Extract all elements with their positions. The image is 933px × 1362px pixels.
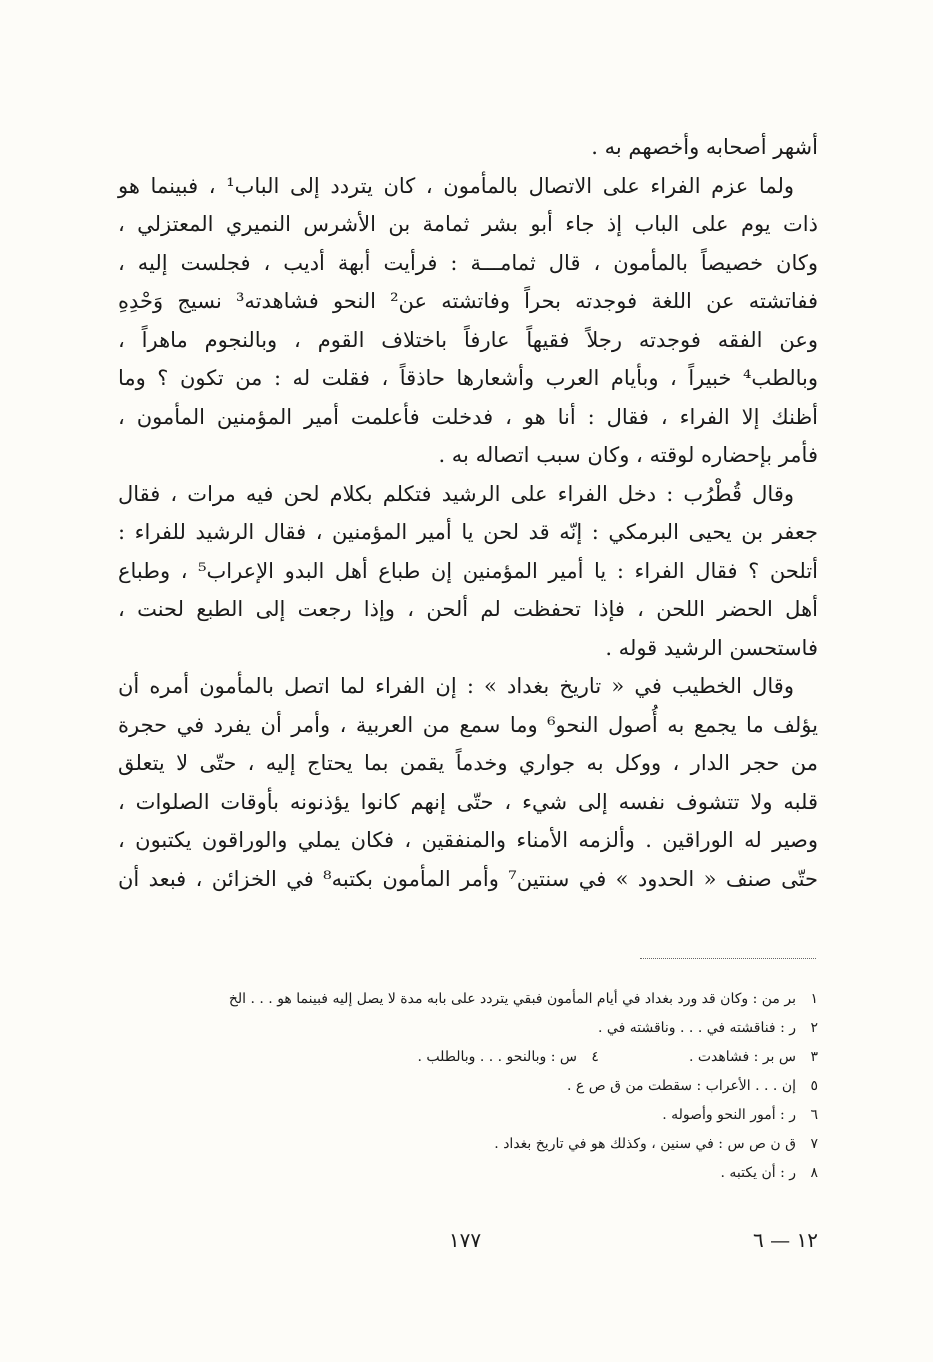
- text-line: ولما عزم الفراء على الاتصال بالمأمون ، كان يتردد إلى الباب¹ ، فبينما هو: [118, 173, 794, 198]
- text-line: وبالطب⁴ خبيراً ، وبأيام العرب وأشعارها حاذقاً ، فقلت له : من تكون ؟ وما: [118, 366, 818, 390]
- text-line: يؤلف ما يجمع به أُصول النحو⁶ وما سمع من العربية ، وأمر أن يفرد في حجرة: [118, 712, 819, 737]
- text-line: وعن الفقه فوجدته رجلاً فقيهاً عارفاً باختلاف القوم ، وبالنجوم ماهراً ،: [118, 327, 818, 352]
- text-line: أشهر أصحابه وأخصهم به .: [591, 135, 818, 159]
- text-line: أتلحن ؟ فقال الفراء : يا أمير المؤمنين إن طباع أهل البدو الإعراب⁵ ، وطباع: [118, 558, 818, 583]
- footnotes: [118, 985, 818, 1188]
- footnote: ٦ر : أمور النحو وأصوله .: [662, 1107, 818, 1123]
- text-line: قلبه ولا تتشوف نفسه إلى شيء ، حتّى إنهم كانوا يؤذنونه بأوقات الصلوات ،: [118, 789, 818, 814]
- footnote: ٥إن . . . الأعراب : سقطت من ق ص ع .: [566, 1078, 818, 1094]
- text-line: وكان خصيصاً بالمأمون ، قال ثمامـــة : فرأيت أبهة أديب ، فجلست إليه ،: [118, 250, 818, 275]
- text-line: ففاتشته عن اللغة فوجدته بحراً وفاتشته عن² النحو فشاهدته³ نسيج وَحْدِهِ: [118, 289, 818, 313]
- page-number: ١٧٧: [448, 1228, 482, 1252]
- main-text: [118, 128, 818, 898]
- text-line: من حجر الدار ، ووكل به جواري وخدماً يقمن بما يحتاج إليه ، حتّى لا يتعلق: [118, 751, 818, 775]
- footnote-separator: [640, 958, 816, 959]
- text-line: وصير له الوراقين . وألزمه الأمناء والمنفقين ، فكان يملي والوراقون يكتبون ،: [118, 828, 818, 852]
- footnote: ٧ق ن ص س : في سنين ، وكذلك هو في تاريخ بغداد .: [494, 1136, 818, 1152]
- text-line: أهل الحضر اللحن ، فإذا تحفظت لم ألحن ، وإذا رجعت إلى الطبع لحنت ،: [118, 597, 818, 621]
- text-line: جعفر بن يحيى البرمكي : إنّه قد لحن يا أمير المؤمنين ، فقال الرشيد للفراء :: [118, 520, 818, 544]
- text-line: فأمر بإحضاره لوقته ، وكان سبب اتصاله به .: [438, 443, 818, 467]
- footnote: ٨ر : أن يكتبه .: [720, 1165, 818, 1181]
- text-line: حتّى صنف « الحدود » في سنتين⁷ وأمر المأمون بكتبه⁸ في الخزائن ، فبعد أن: [118, 866, 818, 891]
- text-line: وقال الخطيب في « تاريخ بغداد » : إن الفراء لما اتصل بالمأمون أمره أن: [118, 674, 794, 698]
- text-line: فاستحسن الرشيد قوله .: [605, 635, 818, 660]
- footnote: ٢ر : فناقشته في . . . وناقشته في .: [598, 1020, 818, 1036]
- footnote: ١بر من : وكان قد ورد بغداد في أيام المأمون فبقي يتردد على بابه مدة لا يصل إليه فبينما هو . . . الخ: [228, 991, 818, 1007]
- text-line: ذات يوم على الباب إذ جاء أبو بشر ثمامة بن الأشرس النميري المعتزلي ،: [118, 212, 818, 236]
- signature-mark: ١٢ — ٦: [753, 1228, 818, 1252]
- text-line: وقال قُطْرُب : دخل الفراء على الرشيد فتكلم بكلام لحن فيه مرات ، فقال: [118, 481, 794, 506]
- footnote: ٣س بر : فشاهدت .٤س : وبالنحو . . . وبالطلب .: [417, 1049, 818, 1065]
- text-line: أظنك إلا الفراء ، فقال : أنا هو ، فدخلت فأعلمت أمير المؤمنين المأمون ،: [118, 404, 818, 429]
- page-footer: [0, 1228, 933, 1258]
